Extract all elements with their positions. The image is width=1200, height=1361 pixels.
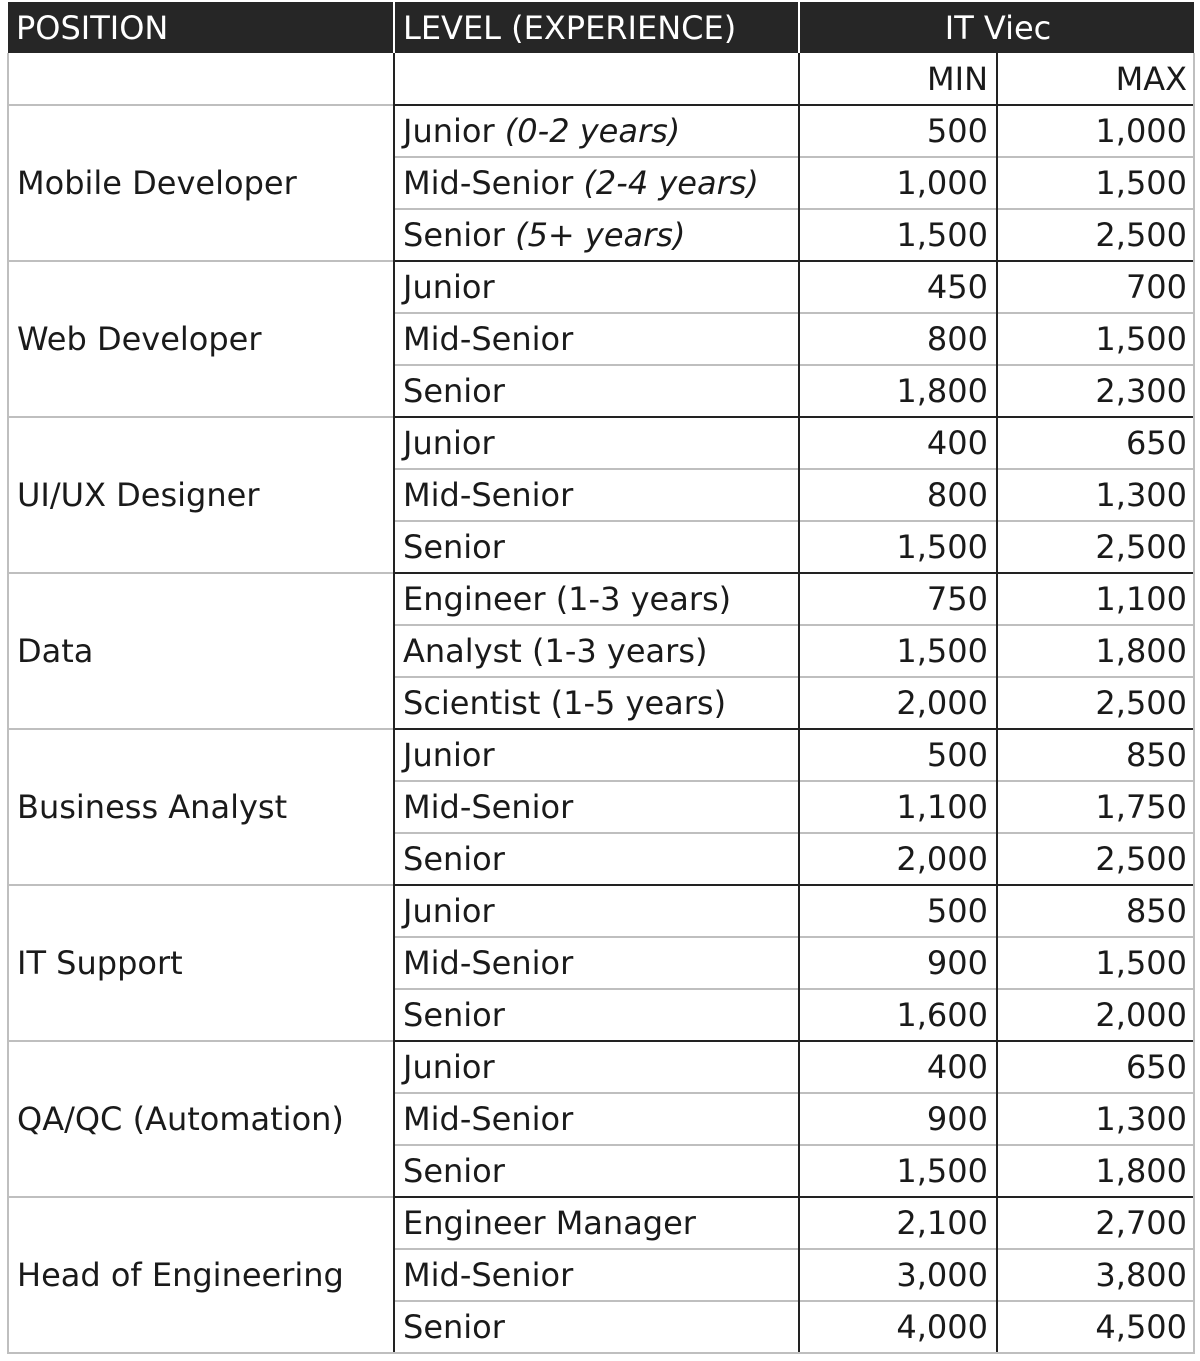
max-salary-cell: 1,500 [997, 313, 1194, 365]
level-label: Junior [403, 1048, 495, 1086]
level-cell [394, 365, 799, 417]
table-row [8, 573, 1194, 625]
subheader-empty-level [394, 53, 799, 105]
min-salary-cell: 400 [799, 1041, 997, 1093]
experience-note: (2-4 years) [583, 164, 759, 202]
level-cell [394, 157, 799, 209]
min-salary-cell: 900 [799, 1093, 997, 1145]
table-row [8, 885, 1194, 937]
level-label: Mid-Senior [403, 320, 574, 358]
level-cell [394, 261, 799, 313]
subheader-empty-position [8, 53, 394, 105]
max-salary-cell: 3,800 [997, 1249, 1194, 1301]
position-cell: UI/UX Designer [8, 417, 394, 573]
level-cell [394, 209, 799, 261]
max-salary-cell: 1,500 [997, 157, 1194, 209]
position-cell: QA/QC (Automation) [8, 1041, 394, 1197]
position-cell: IT Support [8, 885, 394, 1041]
level-label: Junior [403, 112, 495, 150]
max-salary-cell: 2,500 [997, 209, 1194, 261]
level-label: Senior [403, 996, 505, 1034]
level-label: Engineer Manager [403, 1204, 696, 1242]
min-salary-cell: 1,500 [799, 209, 997, 261]
max-salary-cell: 1,500 [997, 937, 1194, 989]
level-label: Mid-Senior [403, 1256, 574, 1294]
max-salary-cell: 850 [997, 729, 1194, 781]
min-salary-cell: 1,600 [799, 989, 997, 1041]
max-salary-cell: 1,300 [997, 469, 1194, 521]
max-salary-cell: 850 [997, 885, 1194, 937]
subheader-max: MAX [997, 53, 1194, 105]
min-salary-cell: 2,000 [799, 833, 997, 885]
level-label: Senior [403, 840, 505, 878]
level-cell [394, 677, 799, 729]
level-cell [394, 729, 799, 781]
header-position: POSITION [8, 2, 394, 53]
max-salary-cell: 2,000 [997, 989, 1194, 1041]
min-salary-cell: 800 [799, 313, 997, 365]
min-salary-cell: 1,500 [799, 625, 997, 677]
min-salary-cell: 1,500 [799, 521, 997, 573]
min-salary-cell: 500 [799, 885, 997, 937]
level-label: Senior [403, 1308, 505, 1346]
table-row [8, 105, 1194, 157]
min-salary-cell: 1,000 [799, 157, 997, 209]
max-salary-cell: 1,800 [997, 1145, 1194, 1197]
max-salary-cell: 1,750 [997, 781, 1194, 833]
level-label: Mid-Senior [403, 164, 574, 202]
min-salary-cell: 500 [799, 729, 997, 781]
level-label: Engineer (1-3 years) [403, 580, 732, 618]
level-cell [394, 1145, 799, 1197]
level-label: Junior [403, 268, 495, 306]
level-label: Mid-Senior [403, 1100, 574, 1138]
min-salary-cell: 750 [799, 573, 997, 625]
table-row [8, 1041, 1194, 1093]
header-source: IT Viec [799, 2, 1194, 53]
min-salary-cell: 400 [799, 417, 997, 469]
level-cell [394, 989, 799, 1041]
min-salary-cell: 1,500 [799, 1145, 997, 1197]
min-salary-cell: 2,100 [799, 1197, 997, 1249]
level-cell [394, 521, 799, 573]
table-row [8, 417, 1194, 469]
level-cell [394, 105, 799, 157]
max-salary-cell: 1,300 [997, 1093, 1194, 1145]
level-cell [394, 469, 799, 521]
level-label: Junior [403, 736, 495, 774]
min-salary-cell: 800 [799, 469, 997, 521]
salary-table-body [8, 105, 1194, 1353]
position-cell: Mobile Developer [8, 105, 394, 261]
subheader-min: MIN [799, 53, 997, 105]
min-salary-cell: 500 [799, 105, 997, 157]
level-cell [394, 833, 799, 885]
level-cell [394, 313, 799, 365]
max-salary-cell: 700 [997, 261, 1194, 313]
min-salary-cell: 1,100 [799, 781, 997, 833]
table-row [8, 729, 1194, 781]
level-cell [394, 625, 799, 677]
min-salary-cell: 450 [799, 261, 997, 313]
max-salary-cell: 650 [997, 1041, 1194, 1093]
position-cell: Data [8, 573, 394, 729]
min-salary-cell: 900 [799, 937, 997, 989]
min-salary-cell: 2,000 [799, 677, 997, 729]
level-cell [394, 781, 799, 833]
experience-note: (0-2 years) [504, 112, 681, 150]
level-label: Mid-Senior [403, 944, 574, 982]
max-salary-cell: 2,700 [997, 1197, 1194, 1249]
max-salary-cell: 2,500 [997, 521, 1194, 573]
level-label: Junior [403, 424, 495, 462]
level-cell [394, 937, 799, 989]
position-cell: Web Developer [8, 261, 394, 417]
level-cell [394, 1093, 799, 1145]
level-cell [394, 1041, 799, 1093]
max-salary-cell: 1,000 [997, 105, 1194, 157]
max-salary-cell: 2,500 [997, 833, 1194, 885]
level-label: Mid-Senior [403, 788, 574, 826]
level-cell [394, 573, 799, 625]
header-row [8, 2, 1194, 53]
subheader-row [8, 53, 1194, 105]
level-cell [394, 1249, 799, 1301]
salary-table [7, 2, 1195, 1354]
min-salary-cell: 3,000 [799, 1249, 997, 1301]
max-salary-cell: 1,100 [997, 573, 1194, 625]
position-cell: Business Analyst [8, 729, 394, 885]
level-cell [394, 1197, 799, 1249]
level-label: Analyst (1-3 years) [403, 632, 708, 670]
level-label: Mid-Senior [403, 476, 574, 514]
level-label: Senior [403, 216, 505, 254]
table-row [8, 1197, 1194, 1249]
position-cell: Head of Engineering [8, 1197, 394, 1353]
level-cell [394, 885, 799, 937]
max-salary-cell: 2,300 [997, 365, 1194, 417]
level-cell [394, 417, 799, 469]
min-salary-cell: 4,000 [799, 1301, 997, 1353]
max-salary-cell: 650 [997, 417, 1194, 469]
max-salary-cell: 2,500 [997, 677, 1194, 729]
level-label: Senior [403, 372, 505, 410]
min-salary-cell: 1,800 [799, 365, 997, 417]
level-label: Senior [403, 528, 505, 566]
table-row [8, 261, 1194, 313]
level-label: Junior [403, 892, 495, 930]
level-cell [394, 1301, 799, 1353]
level-label: Senior [403, 1152, 505, 1190]
experience-note: (5+ years) [515, 216, 686, 254]
max-salary-cell: 4,500 [997, 1301, 1194, 1353]
header-level: LEVEL (EXPERIENCE) [394, 2, 799, 53]
max-salary-cell: 1,800 [997, 625, 1194, 677]
level-label: Scientist (1-5 years) [403, 684, 727, 722]
